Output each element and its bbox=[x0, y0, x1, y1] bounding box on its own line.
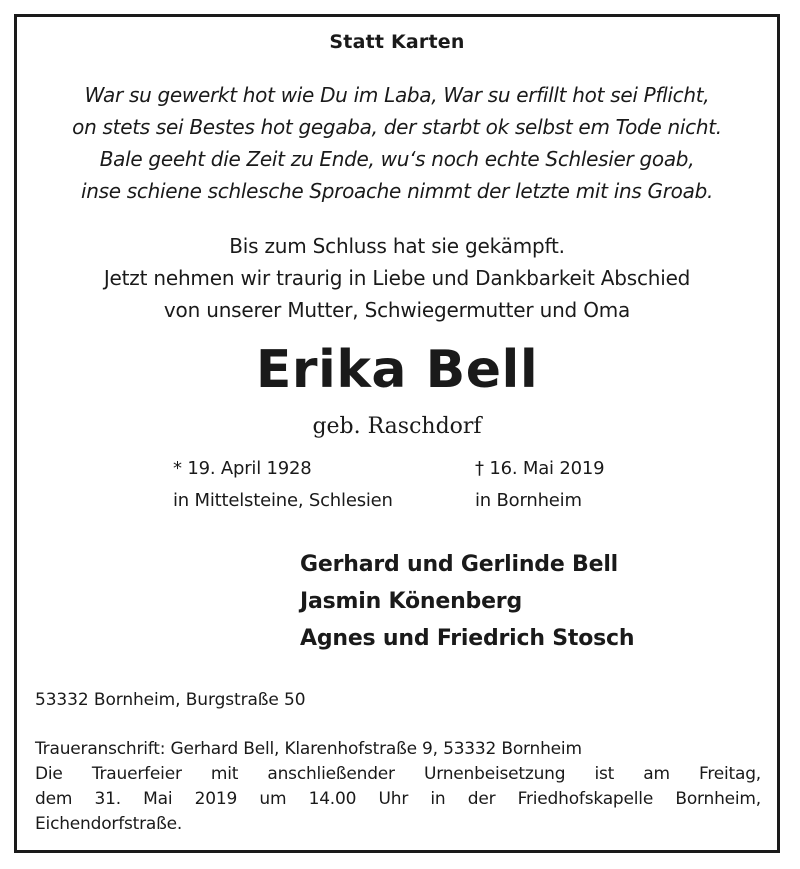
obituary-notice bbox=[14, 14, 780, 853]
mourner-name: Jasmin Könenberg bbox=[300, 589, 522, 614]
notice-header: Statt Karten bbox=[329, 31, 465, 53]
details-line: Traueranschrift: Gerhard Bell, Klarenhofstraße 9, 53332 Bornheim bbox=[35, 739, 582, 759]
death-date: † 16. Mai 2019 bbox=[475, 458, 605, 479]
birth-info bbox=[173, 453, 393, 517]
deceased-name: Erika Bell bbox=[255, 340, 539, 400]
intro-line: Jetzt nehmen wir traurig in Liebe und Dankbarkeit Abschied bbox=[103, 266, 691, 290]
intro-line: von unserer Mutter, Schwiegermutter und Oma bbox=[163, 298, 631, 322]
poem-line: inse schiene schlesche Sproache nimmt der letzte mit ins Groab. bbox=[80, 179, 714, 203]
mourner-name: Gerhard und Gerlinde Bell bbox=[300, 552, 618, 577]
poem-line: War su gewerkt hot wie Du im Laba, War su erfillt hot sei Pflicht, bbox=[84, 83, 710, 107]
birth-date: * 19. April 1928 bbox=[173, 458, 312, 479]
details-line: dem 31. Mai 2019 um 14.00 Uhr in der Friedhofskapelle Bornheim, bbox=[35, 789, 761, 809]
intro-line: Bis zum Schluss hat sie gekämpft. bbox=[229, 234, 565, 258]
poem-line: Bale geeht die Zeit zu Ende, wu‘s noch echte Schlesier goab, bbox=[99, 147, 695, 171]
funeral-details bbox=[35, 737, 761, 837]
maiden-name: geb. Raschdorf bbox=[312, 414, 482, 439]
poem-line: on stets sei Bestes hot gegaba, der starbt ok selbst em Tode nicht. bbox=[72, 115, 722, 139]
details-line: Eichendorfstraße. bbox=[35, 814, 183, 834]
details-line: Die Trauerfeier mit anschließender Urnenbeisetzung ist am Freitag, bbox=[35, 764, 761, 784]
death-info bbox=[475, 453, 604, 517]
mourners-list bbox=[300, 546, 634, 657]
family-address: 53332 Bornheim, Burgstraße 50 bbox=[35, 690, 306, 710]
death-place: in Bornheim bbox=[475, 490, 582, 511]
mourner-name: Agnes und Friedrich Stosch bbox=[300, 626, 635, 651]
poem bbox=[17, 79, 777, 207]
birth-place: in Mittelsteine, Schlesien bbox=[173, 490, 393, 511]
intro-text bbox=[17, 230, 777, 326]
